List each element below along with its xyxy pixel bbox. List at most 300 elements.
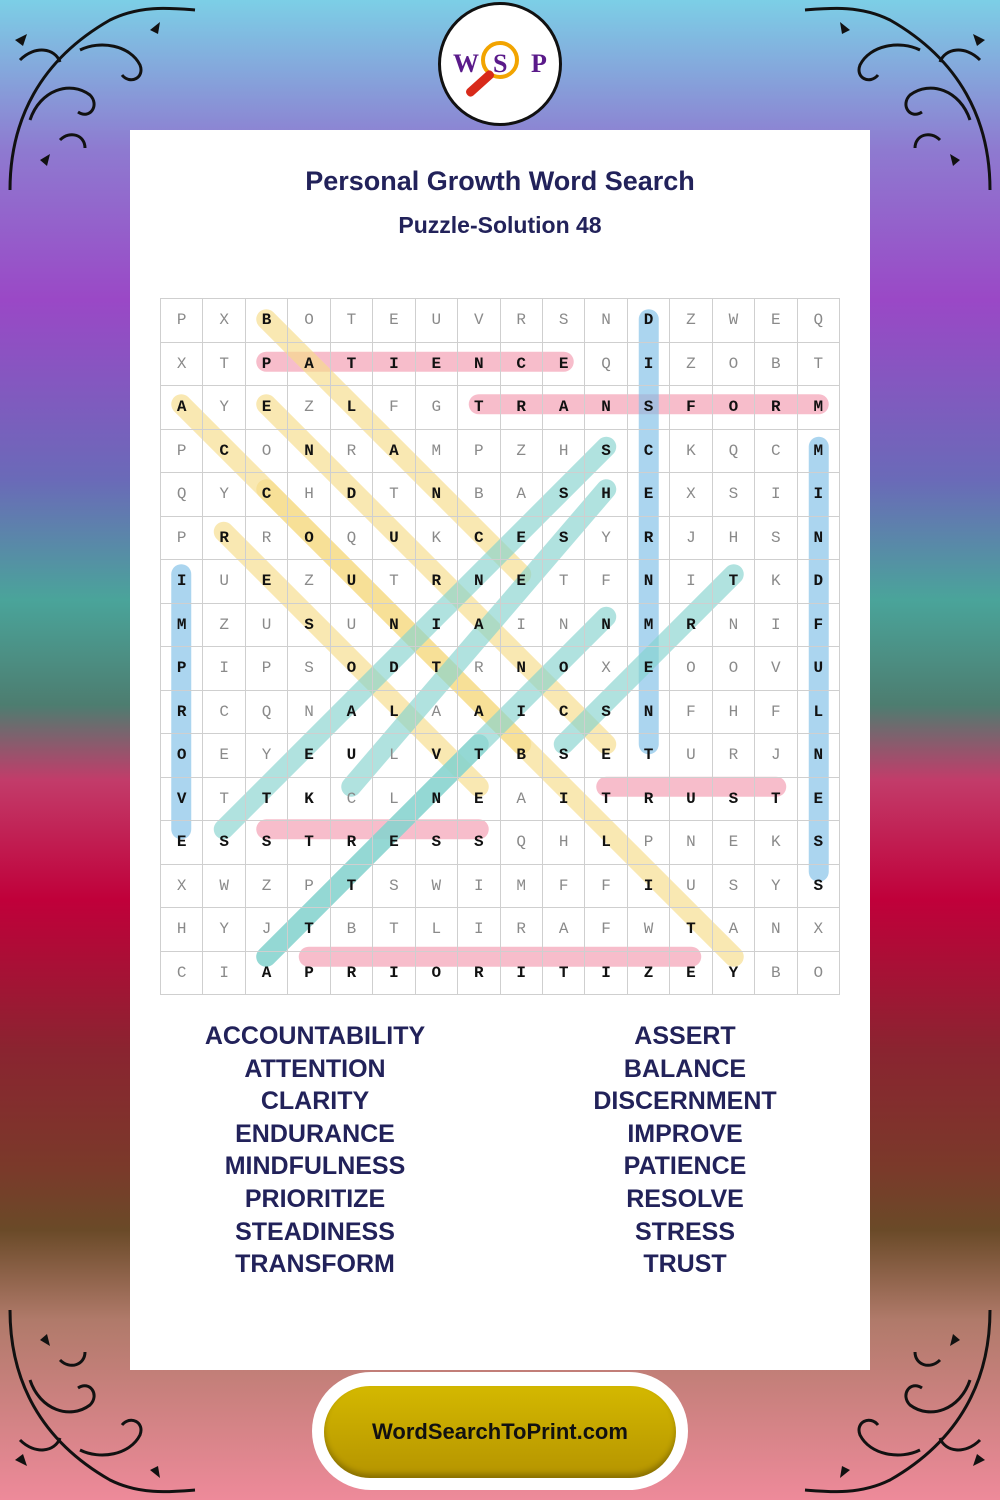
grid-cell[interactable]: B (458, 473, 500, 517)
grid-cell[interactable]: O (288, 516, 330, 560)
grid-cell[interactable]: T (203, 342, 245, 386)
grid-cell[interactable]: R (627, 516, 669, 560)
grid-cell[interactable]: O (712, 647, 754, 691)
grid-cell[interactable]: O (245, 429, 287, 473)
grid-cell[interactable]: A (458, 690, 500, 734)
grid-cell[interactable]: N (712, 603, 754, 647)
grid-cell[interactable]: E (288, 734, 330, 778)
grid-cell[interactable]: P (288, 951, 330, 995)
grid-cell[interactable]: S (458, 821, 500, 865)
page-subtitle: Puzzle-Solution 48 (398, 212, 602, 238)
grid-cell[interactable]: O (712, 386, 754, 430)
grid-cell[interactable]: S (585, 690, 627, 734)
grid-cell[interactable]: R (330, 951, 372, 995)
grid-cell[interactable]: S (542, 734, 584, 778)
grid-cell[interactable]: S (373, 864, 415, 908)
grid-cell[interactable]: Z (627, 951, 669, 995)
grid-cell[interactable]: N (288, 429, 330, 473)
grid-cell[interactable]: I (755, 603, 797, 647)
grid-cell[interactable]: G (415, 386, 457, 430)
grid-cell[interactable]: S (288, 647, 330, 691)
grid-cell[interactable]: C (755, 429, 797, 473)
grid-cell[interactable]: A (458, 603, 500, 647)
grid-cell[interactable]: M (797, 386, 839, 430)
grid-cell[interactable]: R (415, 560, 457, 604)
grid-cell[interactable]: N (373, 603, 415, 647)
grid-cell[interactable]: Y (755, 864, 797, 908)
grid-cell[interactable]: C (203, 690, 245, 734)
grid-cell[interactable]: T (458, 386, 500, 430)
grid-cell[interactable]: Z (670, 342, 712, 386)
puzzle-panel (130, 130, 870, 1370)
grid-cell[interactable]: P (458, 429, 500, 473)
grid-cell[interactable]: H (585, 473, 627, 517)
grid-cell[interactable]: F (585, 908, 627, 952)
grid-cell[interactable]: I (458, 864, 500, 908)
grid-cell[interactable]: R (755, 386, 797, 430)
wsp-logo[interactable] (438, 2, 562, 126)
grid-cell[interactable]: O (330, 647, 372, 691)
grid-row (161, 429, 840, 473)
grid-cell[interactable]: E (161, 821, 203, 865)
grid-cell[interactable]: F (585, 560, 627, 604)
grid-cell[interactable]: T (458, 734, 500, 778)
word-list-item: ACCOUNTABILITY (204, 1022, 426, 1050)
grid-cell[interactable]: A (415, 690, 457, 734)
grid-cell[interactable]: T (415, 647, 457, 691)
grid-cell[interactable]: N (797, 734, 839, 778)
grid-cell[interactable]: F (373, 386, 415, 430)
grid-row (161, 473, 840, 517)
grid-cell[interactable]: F (542, 864, 584, 908)
grid-cell[interactable]: E (585, 734, 627, 778)
grid-cell[interactable]: I (670, 560, 712, 604)
grid-cell[interactable]: I (161, 560, 203, 604)
grid-cell[interactable]: E (373, 821, 415, 865)
grid-cell[interactable]: E (797, 777, 839, 821)
grid-cell[interactable]: H (542, 429, 584, 473)
grid-cell[interactable]: A (161, 386, 203, 430)
word-list-item: ASSERT (634, 1022, 736, 1050)
grid-cell[interactable]: N (458, 342, 500, 386)
grid-cell[interactable]: S (542, 299, 584, 343)
grid-cell[interactable]: N (585, 603, 627, 647)
grid-cell[interactable]: S (712, 777, 754, 821)
grid-cell[interactable]: R (500, 908, 542, 952)
grid-cell[interactable]: A (500, 473, 542, 517)
grid-cell[interactable]: Y (203, 386, 245, 430)
word-list-item: ENDURANCE (235, 1119, 395, 1148)
grid-cell[interactable]: C (500, 342, 542, 386)
grid-cell[interactable]: R (203, 516, 245, 560)
grid-cell[interactable]: E (245, 386, 287, 430)
grid-cell[interactable]: Y (203, 908, 245, 952)
grid-cell[interactable]: S (797, 864, 839, 908)
grid-cell[interactable]: I (585, 951, 627, 995)
grid-cell[interactable]: C (161, 951, 203, 995)
grid-cell[interactable]: O (161, 734, 203, 778)
grid-cell[interactable]: P (161, 429, 203, 473)
grid-cell[interactable]: U (797, 647, 839, 691)
grid-cell[interactable]: E (373, 299, 415, 343)
grid-cell[interactable]: R (330, 821, 372, 865)
grid-cell[interactable]: N (500, 647, 542, 691)
grid-cell[interactable]: C (542, 690, 584, 734)
grid-cell[interactable]: I (373, 951, 415, 995)
grid-cell[interactable]: U (373, 516, 415, 560)
grid-row (161, 908, 840, 952)
grid-cell[interactable]: D (330, 473, 372, 517)
grid-cell[interactable]: M (415, 429, 457, 473)
grid-cell[interactable]: S (203, 821, 245, 865)
site-link-button[interactable]: WordSearchToPrint.com (324, 1386, 676, 1478)
grid-cell[interactable]: X (161, 864, 203, 908)
grid-cell[interactable]: R (500, 386, 542, 430)
grid-cell[interactable]: R (627, 777, 669, 821)
grid-cell[interactable]: Y (245, 734, 287, 778)
grid-cell[interactable]: E (627, 647, 669, 691)
grid-cell[interactable]: N (585, 299, 627, 343)
grid-cell[interactable]: X (670, 473, 712, 517)
word-list-right (500, 1020, 870, 1281)
grid-cell[interactable]: S (542, 516, 584, 560)
grid-cell[interactable]: K (670, 429, 712, 473)
grid-cell[interactable]: S (585, 429, 627, 473)
grid-cell[interactable]: A (542, 908, 584, 952)
grid-cell[interactable]: N (755, 908, 797, 952)
grid-cell[interactable]: I (415, 603, 457, 647)
grid-cell[interactable]: C (203, 429, 245, 473)
word-list-item: TRUST (643, 1250, 727, 1279)
grid-cell[interactable]: J (670, 516, 712, 560)
grid-cell[interactable]: N (627, 560, 669, 604)
logo-letter: P (531, 49, 547, 78)
grid-cell[interactable]: K (415, 516, 457, 560)
grid-cell[interactable]: M (797, 429, 839, 473)
grid-cell[interactable]: A (373, 429, 415, 473)
grid-cell[interactable]: O (415, 951, 457, 995)
grid-row (161, 777, 840, 821)
grid-row (161, 864, 840, 908)
grid-cell[interactable]: B (755, 342, 797, 386)
logo-letter: S (493, 49, 508, 78)
grid-cell[interactable]: T (797, 342, 839, 386)
grid-row (161, 603, 840, 647)
grid-cell[interactable]: A (542, 386, 584, 430)
grid-cell[interactable]: Z (288, 386, 330, 430)
grid-cell[interactable]: B (755, 951, 797, 995)
word-list-item: MINDFULNESS (224, 1152, 406, 1181)
grid-cell[interactable]: Q (161, 473, 203, 517)
grid-cell[interactable]: H (288, 473, 330, 517)
grid-cell[interactable]: P (161, 647, 203, 691)
grid-cell[interactable]: I (500, 951, 542, 995)
grid-cell[interactable]: T (585, 777, 627, 821)
grid-cell[interactable]: N (797, 516, 839, 560)
grid-cell[interactable]: P (288, 864, 330, 908)
word-list-item: TRANSFORM (235, 1250, 395, 1279)
grid-row (161, 647, 840, 691)
grid-cell[interactable]: N (458, 560, 500, 604)
grid-row (161, 690, 840, 734)
grid-cell[interactable]: U (203, 560, 245, 604)
grid-cell[interactable]: N (542, 603, 584, 647)
grid-cell[interactable]: T (288, 821, 330, 865)
grid-cell[interactable]: N (585, 386, 627, 430)
grid-cell[interactable]: J (245, 908, 287, 952)
grid-cell[interactable]: E (712, 821, 754, 865)
grid-cell[interactable]: H (712, 516, 754, 560)
grid-cell[interactable]: T (670, 908, 712, 952)
word-list-item: CLARITY (260, 1087, 370, 1116)
grid-cell[interactable]: F (670, 386, 712, 430)
grid-cell[interactable]: M (627, 603, 669, 647)
grid-row (161, 516, 840, 560)
grid-cell[interactable]: Q (712, 429, 754, 473)
grid-cell[interactable]: T (373, 908, 415, 952)
grid-cell[interactable]: W (627, 908, 669, 952)
grid-cell[interactable]: T (627, 734, 669, 778)
grid-cell[interactable]: A (288, 342, 330, 386)
letter-grid (160, 298, 840, 995)
grid-cell[interactable]: U (330, 603, 372, 647)
grid-cell[interactable]: F (797, 603, 839, 647)
grid-cell[interactable]: F (755, 690, 797, 734)
grid-row (161, 821, 840, 865)
word-list-item: IMPROVE (627, 1119, 743, 1148)
grid-cell[interactable]: I (203, 647, 245, 691)
grid-cell[interactable]: X (203, 299, 245, 343)
grid-cell[interactable]: Q (797, 299, 839, 343)
grid-cell[interactable]: E (245, 560, 287, 604)
grid-cell[interactable]: K (755, 821, 797, 865)
grid-cell[interactable]: L (585, 821, 627, 865)
grid-cell[interactable]: N (627, 690, 669, 734)
grid-cell[interactable]: P (161, 299, 203, 343)
grid-cell[interactable]: P (245, 342, 287, 386)
grid-cell[interactable]: U (330, 734, 372, 778)
grid-cell[interactable]: Q (500, 821, 542, 865)
grid-cell[interactable]: L (373, 690, 415, 734)
grid-cell[interactable]: A (500, 777, 542, 821)
grid-cell[interactable]: C (245, 473, 287, 517)
grid-cell[interactable]: S (797, 821, 839, 865)
grid-cell[interactable]: N (288, 690, 330, 734)
grid-cell[interactable]: Y (203, 473, 245, 517)
grid-cell[interactable]: E (755, 299, 797, 343)
grid-cell[interactable]: L (797, 690, 839, 734)
grid-cell[interactable]: U (670, 777, 712, 821)
word-list-left (130, 1020, 500, 1281)
grid-cell[interactable]: H (542, 821, 584, 865)
grid-cell[interactable]: A (245, 951, 287, 995)
grid-cell[interactable]: O (670, 647, 712, 691)
grid-cell[interactable]: R (458, 951, 500, 995)
word-list-item: STEADINESS (235, 1217, 395, 1246)
grid-cell[interactable]: E (458, 777, 500, 821)
grid-cell[interactable]: X (797, 908, 839, 952)
grid-cell[interactable]: P (245, 647, 287, 691)
grid-cell[interactable]: I (458, 908, 500, 952)
grid-cell[interactable]: I (797, 473, 839, 517)
grid-cell[interactable]: M (500, 864, 542, 908)
grid-cell[interactable]: T (245, 777, 287, 821)
grid-cell[interactable]: T (373, 560, 415, 604)
grid-cell[interactable]: E (670, 951, 712, 995)
grid-cell[interactable]: J (755, 734, 797, 778)
grid-cell[interactable]: R (330, 429, 372, 473)
grid-cell[interactable]: K (288, 777, 330, 821)
grid-cell[interactable]: S (712, 864, 754, 908)
grid-cell[interactable]: T (288, 908, 330, 952)
grid-cell[interactable]: D (627, 299, 669, 343)
grid-cell[interactable]: V (755, 647, 797, 691)
grid-cell[interactable]: T (712, 560, 754, 604)
grid-cell[interactable]: A (330, 690, 372, 734)
grid-cell[interactable]: Z (203, 603, 245, 647)
grid-row (161, 734, 840, 778)
grid-cell[interactable]: V (458, 299, 500, 343)
grid-cell[interactable]: F (585, 864, 627, 908)
word-list-item: PATIENCE (623, 1152, 747, 1181)
grid-cell[interactable]: A (712, 908, 754, 952)
grid-cell[interactable]: I (373, 342, 415, 386)
grid-cell[interactable]: Q (245, 690, 287, 734)
grid-cell[interactable]: P (627, 821, 669, 865)
page-title: Personal Growth Word Search (305, 166, 695, 196)
grid-cell[interactable]: O (288, 299, 330, 343)
word-list-item: RESOLVE (626, 1184, 744, 1213)
grid-cell[interactable]: T (330, 864, 372, 908)
grid-row (161, 342, 840, 386)
grid-cell[interactable]: S (627, 386, 669, 430)
grid-cell[interactable]: U (245, 603, 287, 647)
grid-cell[interactable]: R (458, 647, 500, 691)
grid-cell[interactable]: L (373, 777, 415, 821)
grid-cell[interactable]: L (330, 386, 372, 430)
grid-cell[interactable]: I (542, 777, 584, 821)
grid-cell[interactable]: Z (670, 299, 712, 343)
grid-cell[interactable]: P (161, 516, 203, 560)
word-list-item: ATTENTION (244, 1054, 386, 1083)
grid-cell[interactable]: N (415, 473, 457, 517)
grid-cell[interactable]: T (755, 777, 797, 821)
grid-cell[interactable]: Q (330, 516, 372, 560)
word-list-item: PRIORITIZE (244, 1184, 386, 1213)
grid-cell[interactable]: Z (288, 560, 330, 604)
grid-cell[interactable]: O (797, 951, 839, 995)
grid-cell[interactable]: R (670, 603, 712, 647)
grid-cell[interactable]: S (245, 821, 287, 865)
grid-cell[interactable]: K (755, 560, 797, 604)
grid-cell[interactable]: S (288, 603, 330, 647)
grid-cell[interactable]: C (330, 777, 372, 821)
grid-cell[interactable]: Y (585, 516, 627, 560)
grid-cell[interactable]: B (500, 734, 542, 778)
grid-cell[interactable]: X (161, 342, 203, 386)
grid-cell[interactable]: U (415, 299, 457, 343)
grid-cell[interactable]: U (330, 560, 372, 604)
grid-cell[interactable]: X (585, 647, 627, 691)
grid-cell[interactable]: T (203, 777, 245, 821)
word-list-item: DISCERNMENT (593, 1087, 777, 1116)
grid-cell[interactable]: H (712, 690, 754, 734)
grid-cell[interactable]: D (373, 647, 415, 691)
grid-cell[interactable]: T (373, 473, 415, 517)
grid-cell[interactable]: R (161, 690, 203, 734)
grid-cell[interactable]: E (203, 734, 245, 778)
grid-cell[interactable]: E (627, 473, 669, 517)
grid-cell[interactable]: I (755, 473, 797, 517)
grid-cell[interactable]: D (797, 560, 839, 604)
grid-cell[interactable]: Q (585, 342, 627, 386)
grid-cell[interactable]: Z (500, 429, 542, 473)
grid-cell[interactable]: F (670, 690, 712, 734)
grid-row (161, 386, 840, 430)
grid-cell[interactable]: R (712, 734, 754, 778)
grid-cell[interactable]: S (712, 473, 754, 517)
grid-cell[interactable]: O (542, 647, 584, 691)
grid-cell[interactable]: H (161, 908, 203, 952)
grid-cell[interactable]: M (161, 603, 203, 647)
grid-cell[interactable]: V (415, 734, 457, 778)
grid-cell[interactable]: E (542, 342, 584, 386)
grid-cell[interactable]: W (712, 299, 754, 343)
grid-cell[interactable]: S (415, 821, 457, 865)
grid-cell[interactable]: W (415, 864, 457, 908)
grid-row (161, 299, 840, 343)
grid-row (161, 951, 840, 995)
grid-cell[interactable]: V (161, 777, 203, 821)
grid-cell[interactable]: E (415, 342, 457, 386)
grid-cell[interactable]: R (500, 299, 542, 343)
grid-cell[interactable]: T (542, 560, 584, 604)
grid-cell[interactable]: R (245, 516, 287, 560)
grid-cell[interactable]: I (627, 864, 669, 908)
grid-cell[interactable]: T (330, 342, 372, 386)
grid-cell[interactable]: N (670, 821, 712, 865)
grid-cell[interactable]: C (458, 516, 500, 560)
grid-cell[interactable]: I (500, 690, 542, 734)
grid-cell[interactable]: I (627, 342, 669, 386)
grid-cell[interactable]: S (755, 516, 797, 560)
grid-cell[interactable]: B (245, 299, 287, 343)
grid-cell[interactable]: N (415, 777, 457, 821)
grid-cell[interactable]: W (203, 864, 245, 908)
grid-cell[interactable]: T (330, 299, 372, 343)
grid-cell[interactable]: S (542, 473, 584, 517)
word-list-item: STRESS (634, 1217, 736, 1246)
grid-cell[interactable]: B (330, 908, 372, 952)
grid-cell[interactable]: U (670, 734, 712, 778)
word-list-item: BALANCE (623, 1054, 747, 1083)
grid-cell[interactable]: T (542, 951, 584, 995)
grid-cell[interactable]: L (415, 908, 457, 952)
grid-cell[interactable]: E (500, 516, 542, 560)
grid-cell[interactable]: U (670, 864, 712, 908)
grid-cell[interactable]: E (500, 560, 542, 604)
grid-cell[interactable]: Y (712, 951, 754, 995)
word-search-grid (160, 298, 840, 982)
grid-cell[interactable]: C (627, 429, 669, 473)
logo-letter: W (453, 49, 479, 78)
grid-cell[interactable]: L (373, 734, 415, 778)
grid-cell[interactable]: I (500, 603, 542, 647)
grid-cell[interactable]: O (712, 342, 754, 386)
grid-cell[interactable]: Z (245, 864, 287, 908)
grid-cell[interactable]: I (203, 951, 245, 995)
grid-row (161, 560, 840, 604)
